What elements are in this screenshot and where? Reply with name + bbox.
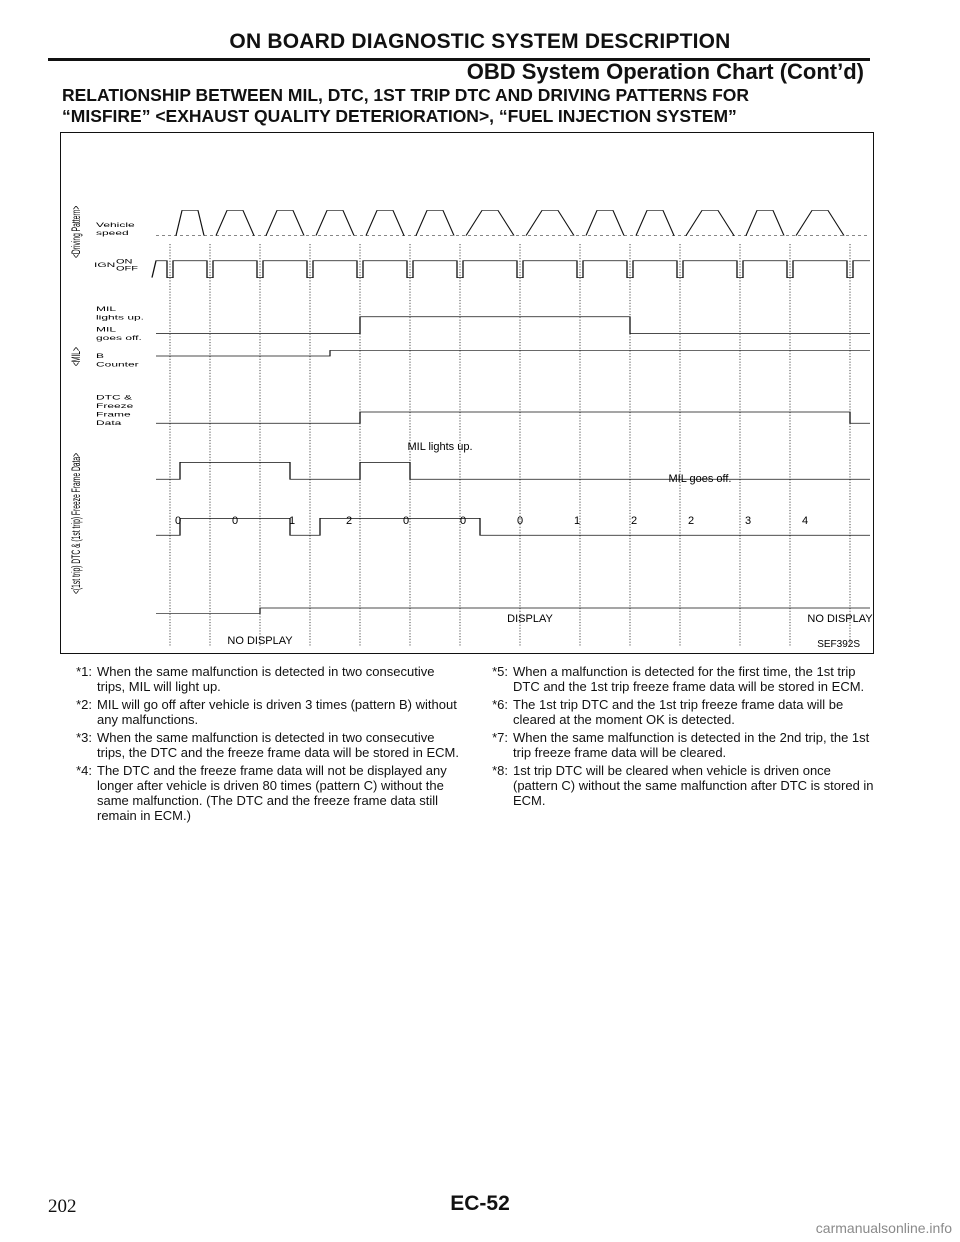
row-label-vehicle-speed: Vehicle speed [96,221,135,238]
footnote-tag: *3: [76,730,92,745]
watermark: carmanualsonline.info [815,1220,952,1236]
footnote-tag: *4: [76,763,92,778]
speed-hump-11 [746,210,784,235]
chart-heading [62,85,882,127]
row-label-ign-off: OFF [116,264,138,272]
footnote-text: When a malfunction is detected for the first time, the 1st trip DTC and the 1st trip freeze frame data will be stored in ECM. [513,664,865,694]
b-counter-value-8: 2 [630,515,638,527]
speed-hump-5 [416,210,454,235]
footnote-right-1 [478,697,878,727]
chart-heading-line-1: RELATIONSHIP BETWEEN MIL, DTC, 1ST TRIP DTC AND DRIVING PATTERNS FOR [62,85,750,105]
row-label-mil-lights-up: MIL lights up. [96,305,145,322]
page-title: ON BOARD DIAGNOSTIC SYSTEM DESCRIPTION [229,30,731,53]
row-label-mil-goes-off: MIL goes off. [96,325,142,342]
speed-hump-10 [686,210,734,235]
row-label-ign: IGN [94,261,116,270]
group-label-mil: <MIL> [70,347,84,367]
b-counter-value-2: 1 [288,515,296,527]
b-counter-trace [156,350,870,356]
footnote-text: When the same malfunction is detected in two consecutive trips, MIL will light up. [97,664,435,694]
row-label-b-counter: B Counter [96,352,139,369]
chart-heading-line-2: “MISFIRE” <EXHAUST QUALITY DETERIORATION>, “FUEL INJECTION SYSTEM” [62,106,737,126]
mil-lights-up-label: MIL lights up. [407,441,473,453]
footnote-tag: *2: [76,697,92,712]
speed-hump-3 [316,210,354,235]
b-counter-value-6: 0 [516,515,524,527]
notes-right [478,664,878,811]
speed-hump-9 [636,210,674,235]
speed-hump-12 [796,210,844,235]
obd-operation-chart [60,132,874,654]
b-counter-value-11: 4 [801,515,809,527]
speed-hump-6 [466,210,514,235]
dtc-no-display-label-2: NO DISPLAY [807,613,873,625]
speed-hump-1 [216,210,254,235]
footnote-text: The 1st trip DTC and the 1st trip freeze frame data will be cleared at the moment OK is detected. [513,697,844,727]
row-label-dtc-ffd: DTC & Freeze Frame Data [96,394,134,427]
dtc-no-display-label: NO DISPLAY [227,635,293,647]
footnote-text: The DTC and the freeze frame data will not be displayed any longer after vehicle is driven 80 times (pattern C) without the same malfunction. (The DTC and the freeze frame data still remain in ECM.) [97,763,447,823]
group-label-driving-pattern: <Driving Pattern> [70,205,84,258]
page-code: EC-52 [450,1192,510,1215]
footnote-text: MIL will go off after vehicle is driven 3 times (pattern B) without any malfunctions. [97,697,457,727]
footnote-left-1 [62,697,462,727]
chart-body [70,206,870,648]
page-number: 202 [48,1196,77,1217]
b-counter-value-4: 0 [402,515,410,527]
footnote-tag: *8: [492,763,508,778]
footnote-text: When the same malfunction is detected in the 2nd trip, the 1st trip freeze frame data will be cleared. [513,730,870,760]
footnote-right-3 [478,763,878,808]
footnote-right-2 [478,730,878,760]
footnote-left-3 [62,763,462,823]
trip1-ffd-trace [156,462,870,479]
footnote-left-2 [62,730,462,760]
speed-hump-2 [266,210,304,235]
footnote-tag: *1: [76,664,92,679]
footnote-left-0 [62,664,462,694]
b-counter-value-10: 3 [744,515,752,527]
speed-hump-8 [586,210,624,235]
speed-hump-7 [526,210,574,235]
figure-id: SEF392S [817,639,860,650]
b-counter-value-1: 0 [231,515,239,527]
b-counter-value-9: 2 [687,515,695,527]
speed-hump-4 [366,210,404,235]
dtc-display-label: DISPLAY [507,613,553,625]
footnote-right-0 [478,664,878,694]
group-label-dtc: <(1st trip) DTC & (1st trip) Freeze Frame Data> [70,452,84,594]
b-counter-value-5: 0 [459,515,467,527]
footnote-tag: *6: [492,697,508,712]
footnote-tag: *7: [492,730,508,745]
row-label-ign-on: ON [116,258,133,265]
section-title: OBD System Operation Chart (Cont’d) [466,59,864,84]
speed-hump-0 [176,210,204,235]
trip1-dtc-trace [156,518,870,535]
trip-divider-lines [170,244,850,647]
b-counter-value-0: 0 [174,515,182,527]
mil-goes-off-label: MIL goes off. [668,473,732,485]
b-counter-value-3: 2 [345,515,353,527]
notes-left [62,664,462,826]
footnote-text: 1st trip DTC will be cleared when vehicle is driven once (pattern C) without the same malfunction after DTC is stored in ECM. [513,763,874,808]
footnote-text: When the same malfunction is detected in two consecutive trips, the DTC and the freeze frame data will be stored in ECM. [97,730,459,760]
footnote-tag: *5: [492,664,508,679]
mil-trace [156,317,870,334]
dtc-ffd-trace [156,412,870,423]
b-counter-value-7: 1 [573,515,581,527]
